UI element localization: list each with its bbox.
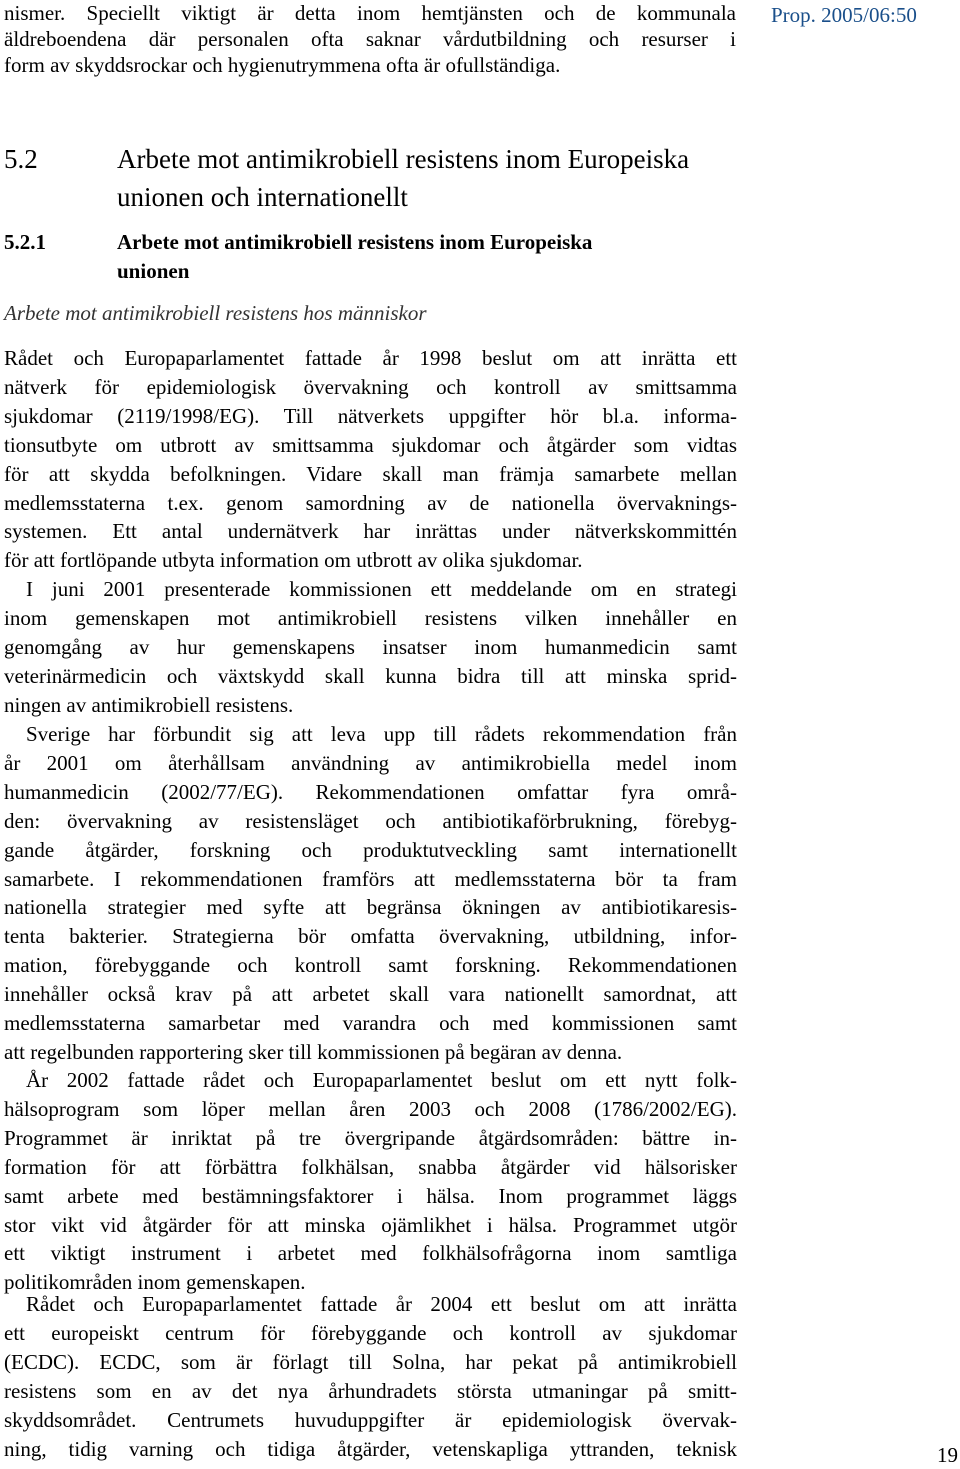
text-line: år 2001 om återhållsam användning av antimikrobiella medel inom [4,750,737,775]
text-line: mation, förebyggande och kontroll samt forskning. Rekommendationen [4,953,737,978]
text-line: nationella strategier med syfte att begränsa ökningen av antibiotikaresis- [4,895,737,920]
document-reference: Prop. 2005/06:50 [771,3,917,27]
text-line: tenta bakterier. Strategierna bör omfatta övervakning, utbildning, infor- [4,924,737,949]
text-line: ett europeiskt centrum för förebyggande och kontroll av sjukdomar [4,1320,737,1345]
text-line: ning, tidig varning och tidiga åtgärder, vetenskapliga yttranden, teknisk [4,1436,737,1461]
text-line: form av skyddsrockar och hygienutrymmena ofta är ofullständiga. [4,53,561,77]
section-title-line: Arbete mot antimikrobiell resistens inom Europeiska [117,144,690,174]
text-line: systemen. Ett antal undernätverk har inrättas under nätverkskommittén [4,519,737,544]
section-title-line: unionen och internationellt [117,182,408,212]
body-paragraph [4,575,737,720]
text-line: Rådet och Europaparlamentet fattade år 1998 beslut om att inrätta ett [4,346,737,370]
text-line: inom gemenskapen mot antimikrobiell resistens vilken innehåller en [4,605,737,630]
text-line: genomgång av hur gemenskapens insatser inom humanmedicin samt [4,634,737,659]
text-line: för att skydda befolkningen. Vidare skall man främja samarbete mellan [4,461,737,486]
page-number: 19 [937,1443,958,1467]
text-line: Rådet och Europaparlamentet fattade år 2004 ett beslut om att inrätta [26,1292,737,1316]
text-line: nismer. Speciellt viktigt är detta inom hemtjänsten och de kommunala [4,1,736,25]
text-line: veterinärmedicin och växtskydd skall kunna bidra till att minska sprid- [4,663,737,688]
section-title [117,140,777,216]
text-line: samt arbete med bestämningsfaktorer i hälsa. Inom programmet läggs [4,1183,737,1208]
text-line: sjukdomar (2119/1998/EG). Till nätverkets uppgifter hör bl.a. informa- [4,403,737,428]
intro-paragraph [4,0,736,78]
text-line: hälsoprogram som löper mellan åren 2003 och 2008 (1786/2002/EG). [4,1096,737,1121]
text-line: äldreboendena där personalen ofta saknar vårdutbildning och resurser i [4,27,736,51]
subsection-title-line: Arbete mot antimikrobiell resistens inom Europeiska [117,230,593,254]
body-paragraph [4,720,737,1067]
text-line: innehåller också krav på att arbetet skall vara nationellt samordnat, att [4,982,737,1007]
text-line: politikområden inom gemenskapen. [4,1270,306,1295]
text-line: I juni 2001 presenterade kommissionen ett meddelande om en strategi [26,577,737,601]
text-line: tionsutbyte om utbrott av smittsamma sjukdomar och åtgärder som vidtas [4,432,737,457]
body-paragraph [4,344,737,575]
text-line: formation för att förbättra folkhälsan, snabba åtgärder vid hälsorisker [4,1154,737,1179]
italic-subheading: Arbete mot antimikrobiell resistens hos människor [4,301,427,325]
text-line: ningen av antimikrobiell resistens. [4,692,294,717]
subsection-title [117,228,737,286]
body-paragraph [4,1066,737,1297]
text-line: medlemsstaterna samarbetar med varandra och med kommissionen samt [4,1011,737,1036]
text-line: Sverige har förbundit sig att leva upp till rådets rekommendation från [26,722,737,746]
text-line: Programmet är inriktat på tre övergripande åtgärdsområden: bättre in- [4,1125,737,1150]
subsection-number: 5.2.1 [4,230,46,254]
text-line: stor vikt vid åtgärder för att minska ojämlikhet i hälsa. Programmet utgör [4,1212,737,1237]
text-line: humanmedicin (2002/77/EG). Rekommendationen omfattar fyra områ- [4,779,737,804]
body-paragraph [4,1290,737,1463]
text-line: gande åtgärder, forskning och produktutveckling samt internationellt [4,837,737,862]
text-line: (ECDC). ECDC, som är förlagt till Solna, har pekat på antimikrobiell [4,1349,737,1374]
text-line: medlemsstaterna t.ex. genom samordning av de nationella övervaknings- [4,490,737,515]
text-line: skyddsområdet. Centrumets huvuduppgifter är epidemiologisk övervak- [4,1407,737,1432]
section-number: 5.2 [4,144,38,174]
text-line: den: övervakning av resistensläget och antibiotikaförbrukning, förebyg- [4,808,737,833]
text-line: nätverk för epidemiologisk övervakning och kontroll av smittsamma [4,374,737,399]
text-line: resistens som en av det nya århundradets största utmaningar på smitt- [4,1378,737,1403]
text-line: samarbete. I rekommendationen framförs att medlemsstaterna bör ta fram [4,866,737,891]
text-line: År 2002 fattade rådet och Europaparlamentet beslut om ett nytt folk- [26,1068,737,1092]
text-line: för att fortlöpande utbyta information om utbrott av olika sjukdomar. [4,548,583,573]
text-line: ett viktigt instrument i arbetet med folkhälsofrågorna inom samtliga [4,1241,737,1266]
subsection-title-line: unionen [117,259,190,283]
text-line: att regelbunden rapportering sker till kommissionen på begäran av denna. [4,1039,623,1064]
